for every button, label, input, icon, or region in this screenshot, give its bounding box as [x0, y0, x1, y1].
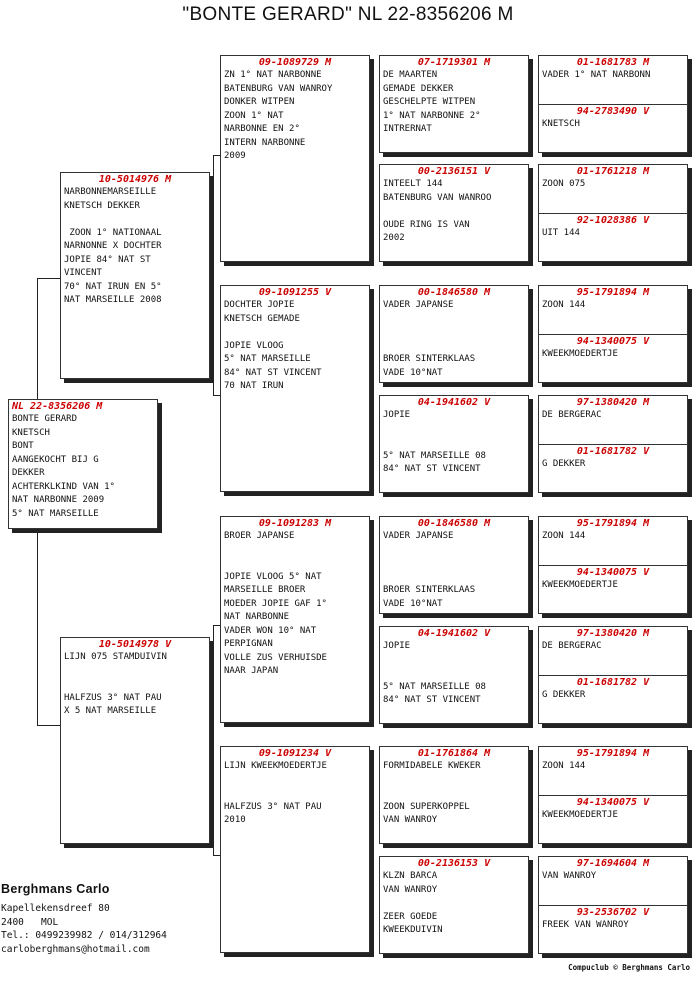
subject-notes: BONTE GERARD KNETSCH BONT AANGEKOCHT BIJ G DEKKER ACHTERKLKIND VAN 1° NAT NARBONNE 2009 5° NAT MARSEILLE: [12, 414, 115, 519]
gen5-pair: [538, 285, 688, 383]
great-grandparent-notes: INTEELT 144 BATENBURG VAN WANROO OUDE RING IS VAN 2002: [383, 179, 492, 243]
gen5-ring: 97-1694604 M: [576, 858, 650, 869]
gen5-notes: G DEKKER: [542, 690, 586, 700]
great-grandparent-card: [379, 516, 529, 614]
connector-line: [37, 530, 38, 726]
gen5-pair: [538, 626, 688, 724]
dam-ring: 10-5014978 V: [98, 639, 172, 650]
gen5-notes: KNETSCH: [542, 119, 580, 129]
gen5-notes: G DEKKER: [542, 459, 586, 469]
great-grandparent-notes: VADER JAPANSE BROER SINTERKLAAS VADE 10°NAT: [383, 531, 476, 609]
gen5-ring: 94-1340075 V: [576, 336, 650, 347]
great-grandparent-notes: VADER JAPANSE BROER SINTERKLAAS VADE 10°NAT: [383, 300, 476, 378]
grandparent-ring: 09-1091283 M: [258, 518, 332, 529]
connector-line: [37, 725, 61, 726]
gen5-pair: [538, 516, 688, 614]
gen5-notes: KWEEKMOEDERTJE: [542, 349, 618, 359]
gen5-notes: KWEEKMOEDERTJE: [542, 810, 618, 820]
great-grandparent-card: [379, 164, 529, 262]
dam-notes: LIJN 075 STAMDUIVIN HALFZUS 3° NAT PAU X 5 NAT MARSEILLE: [64, 652, 167, 716]
connector-line: [213, 625, 214, 855]
grandparent-ring: 09-1091234 V: [258, 748, 332, 759]
grandparent-notes: ZN 1° NAT NARBONNE BATENBURG VAN WANROY DONKER WITPEN ZOON 1° NAT NARBONNE EN 2° INTERN NARBONNE 2009: [224, 70, 333, 161]
great-grandparent-notes: JOPIE 5° NAT MARSEILLE 08 84° NAT ST VINCENT: [383, 410, 486, 474]
owner-info: [1, 882, 167, 956]
great-grandparent-ring: 04-1941602 V: [417, 628, 491, 639]
connector-line: [37, 278, 38, 400]
sire-card: [60, 172, 210, 379]
great-grandparent-notes: DE MAARTEN GEMADE DEKKER GESCHELPTE WITPEN 1° NAT NARBONNE 2° INTRERNAT: [383, 70, 481, 134]
gen5-notes: UIT 144: [542, 228, 580, 238]
owner-city: 2400 MOL: [1, 916, 59, 928]
great-grandparent-ring: 04-1941602 V: [417, 397, 491, 408]
footer-credit: Compuclub © Berghmans Carlo: [568, 963, 690, 972]
gen5-pair: [538, 856, 688, 954]
grandparent-ring: 09-1089729 M: [258, 57, 332, 68]
great-grandparent-notes: FORMIDABELE KWEKER ZOON SUPERKOPPEL VAN WANROY: [383, 761, 481, 825]
gen5-ring: 93-2536702 V: [576, 907, 650, 918]
gen5-notes: FREEK VAN WANROY: [542, 920, 629, 930]
great-grandparent-card: [379, 626, 529, 724]
gen5-notes: ZOON 144: [542, 761, 586, 771]
gen5-ring: 95-1791894 M: [576, 287, 650, 298]
great-grandparent-card: [379, 856, 529, 954]
great-grandparent-ring: 00-1846580 M: [417, 287, 491, 298]
page-title: "BONTE GERARD" NL 22-8356206 M: [182, 4, 514, 25]
gen5-notes: ZOON 075: [542, 179, 586, 189]
gen5-notes: DE BERGERAC: [542, 641, 602, 651]
gen5-ring: 97-1380420 M: [576, 628, 650, 639]
gen5-notes: ZOON 144: [542, 531, 586, 541]
great-grandparent-ring: 00-1846580 M: [417, 518, 491, 529]
connector-line: [213, 155, 214, 395]
gen5-ring: 01-1761218 M: [576, 166, 650, 177]
great-grandparent-ring: 00-2136153 V: [417, 858, 491, 869]
grandparent-ring: 09-1091255 V: [258, 287, 332, 298]
grandparent-notes: LIJN KWEEKMOEDERTJE HALFZUS 3° NAT PAU 2010: [224, 761, 327, 825]
grandparent-card: [220, 285, 370, 492]
owner-email: carloberghmans@hotmail.com: [1, 943, 150, 955]
great-grandparent-notes: JOPIE 5° NAT MARSEILLE 08 84° NAT ST VINCENT: [383, 641, 486, 705]
gen5-notes: ZOON 144: [542, 300, 586, 310]
grandparent-notes: DOCHTER JOPIE KNETSCH GEMADE JOPIE VLOOG 5° NAT MARSEILLE 84° NAT ST VINCENT 70 NAT IRUN: [224, 300, 322, 391]
sire-notes: NARBONNEMARSEILLE KNETSCH DEKKER ZOON 1° NATIONAAL NARNONNE X DOCHTER JOPIE 84° NAT ST VINCENT 70° NAT IRUN EN 5° NAT MARSEILLE 2008: [64, 187, 162, 305]
gen5-ring: 95-1791894 M: [576, 748, 650, 759]
sire-ring: 10-5014976 M: [98, 174, 172, 185]
owner-address: Kapellekensdreef 80: [1, 903, 110, 914]
grandparent-notes: BROER JAPANSE JOPIE VLOOG 5° NAT MARSEILLE BROER MOEDER JOPIE GAF 1° NAT NARBONNE VADER WON 10° NAT PERPIGNAN VOLLE ZUS VERHUISDE NAAR JAPAN: [224, 531, 327, 676]
gen5-ring: 92-1028386 V: [576, 215, 650, 226]
gen5-ring: 01-1681782 V: [576, 677, 650, 688]
great-grandparent-card: [379, 746, 529, 844]
gen5-notes: KWEEKMOEDERTJE: [542, 580, 618, 590]
gen5-ring: 01-1681783 M: [576, 57, 650, 68]
gen5-pair: [538, 746, 688, 844]
gen5-notes: DE BERGERAC: [542, 410, 602, 420]
gen5-pair: [538, 164, 688, 262]
gen5-ring: 94-1340075 V: [576, 567, 650, 578]
gen5-notes: VADER 1° NAT NARBONN: [542, 70, 651, 80]
gen5-ring: 94-1340075 V: [576, 797, 650, 808]
gen5-ring: 94-2783490 V: [576, 106, 650, 117]
dam-card: [60, 637, 210, 844]
grandparent-card: [220, 55, 370, 262]
subject-ring: NL 22-8356206 M: [12, 401, 103, 412]
great-grandparent-card: [379, 285, 529, 383]
great-grandparent-notes: KLZN BARCA VAN WANROY ZEER GOEDE KWEEKDUIVIN: [383, 871, 443, 935]
gen5-pair: [538, 55, 688, 153]
grandparent-card: [220, 746, 370, 953]
great-grandparent-ring: 01-1761864 M: [417, 748, 491, 759]
gen5-ring: 01-1681782 V: [576, 446, 650, 457]
great-grandparent-ring: 00-2136151 V: [417, 166, 491, 177]
connector-line: [37, 278, 61, 279]
great-grandparent-card: [379, 55, 529, 153]
great-grandparent-ring: 07-1719301 M: [417, 57, 491, 68]
owner-phone: Tel.: 0499239982 / 014/312964: [1, 930, 167, 941]
gen5-ring: 97-1380420 M: [576, 397, 650, 408]
gen5-notes: VAN WANROY: [542, 871, 597, 881]
owner-name: Berghmans Carlo: [1, 882, 110, 896]
gen5-ring: 95-1791894 M: [576, 518, 650, 529]
gen5-pair: [538, 395, 688, 493]
grandparent-card: [220, 516, 370, 723]
great-grandparent-card: [379, 395, 529, 493]
subject-card: [8, 399, 158, 529]
